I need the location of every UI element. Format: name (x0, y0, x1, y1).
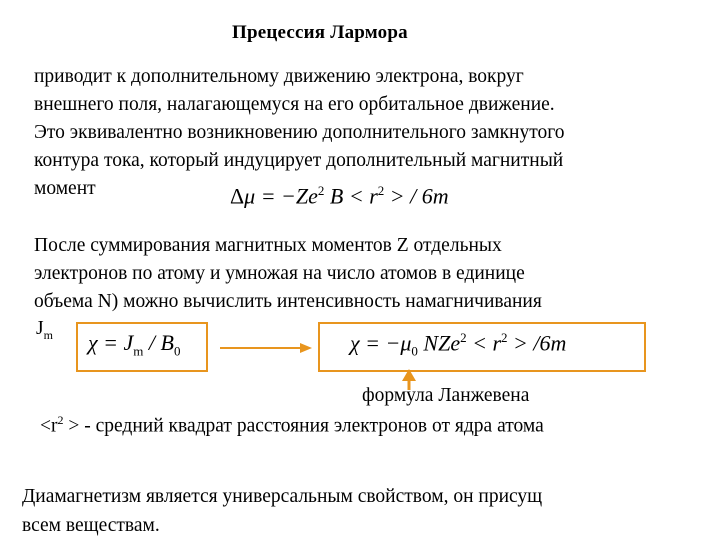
right-arrow (220, 343, 312, 353)
formula-langevin: $\chi = -\mu_0$ $NZe^2 < r^2 > /6m$ (350, 330, 567, 359)
paragraph-line: всем веществам. (22, 515, 160, 536)
jm-sub: m (43, 327, 53, 342)
paragraph-diamagnetism (22, 482, 542, 540)
formula-susceptibility: $\chi = J_m / B_0$ (88, 330, 181, 359)
paragraph-line: контура тока, который индуцирует дополнительный магнитный (34, 150, 564, 171)
rsq-open: <r (40, 415, 58, 437)
paragraph-line: момент (34, 178, 96, 199)
langevin-caption: формула Ланжевена (362, 385, 530, 406)
formula-delta-mu: $\Delta\mu = -Ze^2$ $B < r^2$ > / 6m (230, 183, 449, 209)
rsq-text: > - средний квадрат расстояния электронов от ядра атома (63, 415, 544, 437)
paragraph-line: Это эквивалентно возникновению дополнительного замкнутого (34, 122, 565, 143)
page-title: Прецессия Лармора (232, 22, 408, 43)
jm-main: J (36, 318, 44, 339)
paragraph-line: электронов по атому и умножая на число атомов в единице (34, 263, 525, 284)
paragraph-line: внешнего поля, налагающемуся на его орбитальное движение. (34, 94, 555, 115)
paragraph-line: После суммирования магнитных моментов Z отдельных (34, 235, 502, 256)
mean-square-radius-note (40, 413, 544, 438)
rsq-sup: 2 (57, 413, 64, 427)
paragraph-line: приводит к дополнительному движению электрона, вокруг (34, 66, 524, 87)
paragraph-line: Диамагнетизм является универсальным свойством, он присущ (22, 486, 543, 507)
paragraph-line: объема N) можно вычислить интенсивность намагничивания (34, 291, 542, 312)
